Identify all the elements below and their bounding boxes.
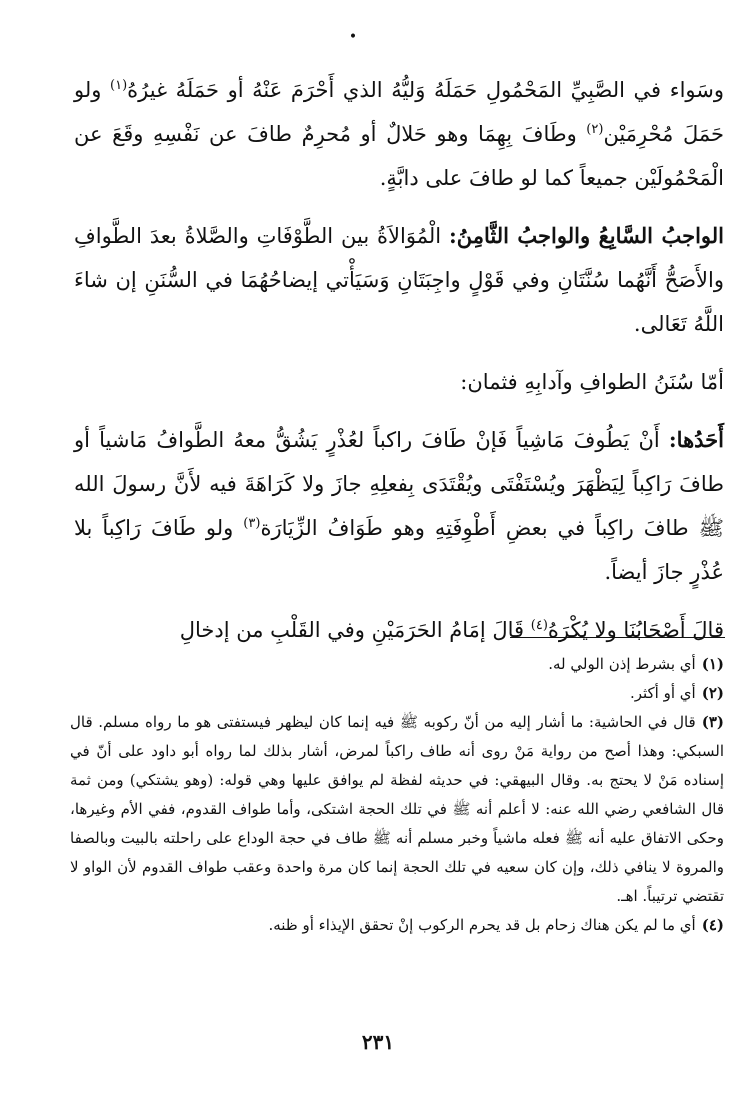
paragraph-text: قَالَ إمَامُ الحَرَمَيْنِ وفي القَلْبِ من إدخالِ xyxy=(179,618,531,642)
main-text xyxy=(74,68,724,666)
footnote-number: (٢) xyxy=(701,684,724,702)
section-heading: الواجبُ السَّابِعُ والواجبُ الثَّامِنُ: xyxy=(448,223,724,248)
footnote-number: (٣) xyxy=(701,713,724,731)
top-mark: • xyxy=(348,29,358,45)
paragraph-text: وطَافَ بِهِمَا وهو حَلالٌ أو مُحرِمٌ طافَ عن نَفْسِهِ وقَعَ عن الْمَحْمُولَيْن جميعاً كما لو طافَ على دابَّةٍ. xyxy=(74,122,724,190)
footnote-ref-1: (١) xyxy=(110,78,128,93)
page-number: ٢٣١ xyxy=(361,1030,395,1054)
paragraph-text: ولو طَافَ رَاكِباً بلا عُذْرٍ جازَ أيضاً. xyxy=(74,516,724,584)
footnote-ref-3: (٣) xyxy=(243,516,261,531)
footnote-4 xyxy=(70,911,724,940)
footnotes xyxy=(70,650,724,940)
paragraph-text: الْمُوَالاَةُ بين الطَّوْفَاتِ والصَّلاةُ بعدَ الطَّوافِ والأَصَحُّ أَنَّهُما سُنَّتَانِ وفي قَوْلٍ واجِبَتَانِ وَسَيَأْتي إيضاحُهُمَا في السُّنَنِ إن شاءَ اللَّهُ تَعَالى. xyxy=(74,224,724,336)
footnote-text: أي بشرط إذن الولي له. xyxy=(548,655,696,673)
section-heading: أَحَدُها: xyxy=(668,427,724,452)
paragraph-text: وسَواء في الصَّبِيِّ المَحْمُولِ حَمَلَهُ وَليُّهُ الذي أَحْرَمَ عَنْهُ أو حَمَلَهُ غيرُهُ xyxy=(127,78,724,102)
footnote-3 xyxy=(70,708,724,911)
footnote-2 xyxy=(70,679,724,708)
footnote-ref-4: (٤) xyxy=(530,618,548,633)
footnote-text: أي ما لم يكن هناك زحام بل قد يحرم الركوب إنْ تحقق الإيذاء أو ظنه. xyxy=(268,916,696,934)
paragraph-sunan-intro xyxy=(74,360,724,404)
footnote-1 xyxy=(70,650,724,679)
footnote-text: أي أو أكثر. xyxy=(629,684,696,702)
paragraph-text: أَنْ يَطُوفَ مَاشِياً فَإنْ طَافَ راكباً لعُذْرٍ يَشُقُّ معهُ الطَّوافُ مَاشياً أو طافَ رَاكِباً لِيَظْهَرَ ويُسْتَفْتَى ويُقْتَدَى بِفعلِهِ جازَ ولا كَرَاهَةَ فيه لأَنَّ رسولَ الله ﷺ طافَ راكِباً في بعضِ أَطْوِفَتِهِ وهو طَوَافُ الزِّيَارَة xyxy=(74,428,724,540)
paragraph-text: أمّا سُنَنُ الطوافِ وآدابِهِ فثمان: xyxy=(460,370,724,394)
footnote-divider xyxy=(510,637,725,638)
paragraph-first-sunnah xyxy=(74,418,724,594)
paragraph-text: ولو حَمَلَ مُحْرِمَيْن xyxy=(74,78,724,146)
paragraph-seventh-eighth-obligation xyxy=(74,214,724,346)
footnote-ref-2: (٢) xyxy=(586,122,604,137)
paragraph-text: قالَ أَصْحَابُنَا ولا يُكْرَهُ xyxy=(547,618,724,642)
paragraph-carried-child xyxy=(74,68,724,200)
footnote-text: قال في الحاشية: ما أشار إليه من أنّ ركوبه ﷺ فيه إنما كان ليظهر فيستفتى هو ما رواه مسلم. قال السبكي: وهذا أصح من رواية مَنْ روى أنه طاف راكباً لمرض، أشار بذلك لما رواه أبو داود على أنّ في إسناده مَنْ لا يحتج به. وقال البيهقي: في حديثه لفظة لم يوافق عليها وهي قوله: (وهو يشتكي) ومن ثمة قال الشافعي رضي الله عنه: لا أعلم أنه ﷺ في تلك الحجة اشتكى، وأما طواف القدوم، ففي الأم وغيرها، وحكى الاتفاق عليه أنه ﷺ فعله ماشياً وخبر مسلم أنه ﷺ طاف في حجة الوداع على راحلته بالبيت وبالصفا والمروة لا ينافي ذلك، وإن كان سعيه في تلك الحجة إنما كان مرة واحدة وعقب طواف القدوم لأن الواو لا تقتضي ترتيباً. اهـ. xyxy=(70,713,724,905)
footnote-number: (١) xyxy=(701,655,724,673)
footnote-number: (٤) xyxy=(701,916,724,934)
paragraph-companions-view xyxy=(74,608,724,652)
